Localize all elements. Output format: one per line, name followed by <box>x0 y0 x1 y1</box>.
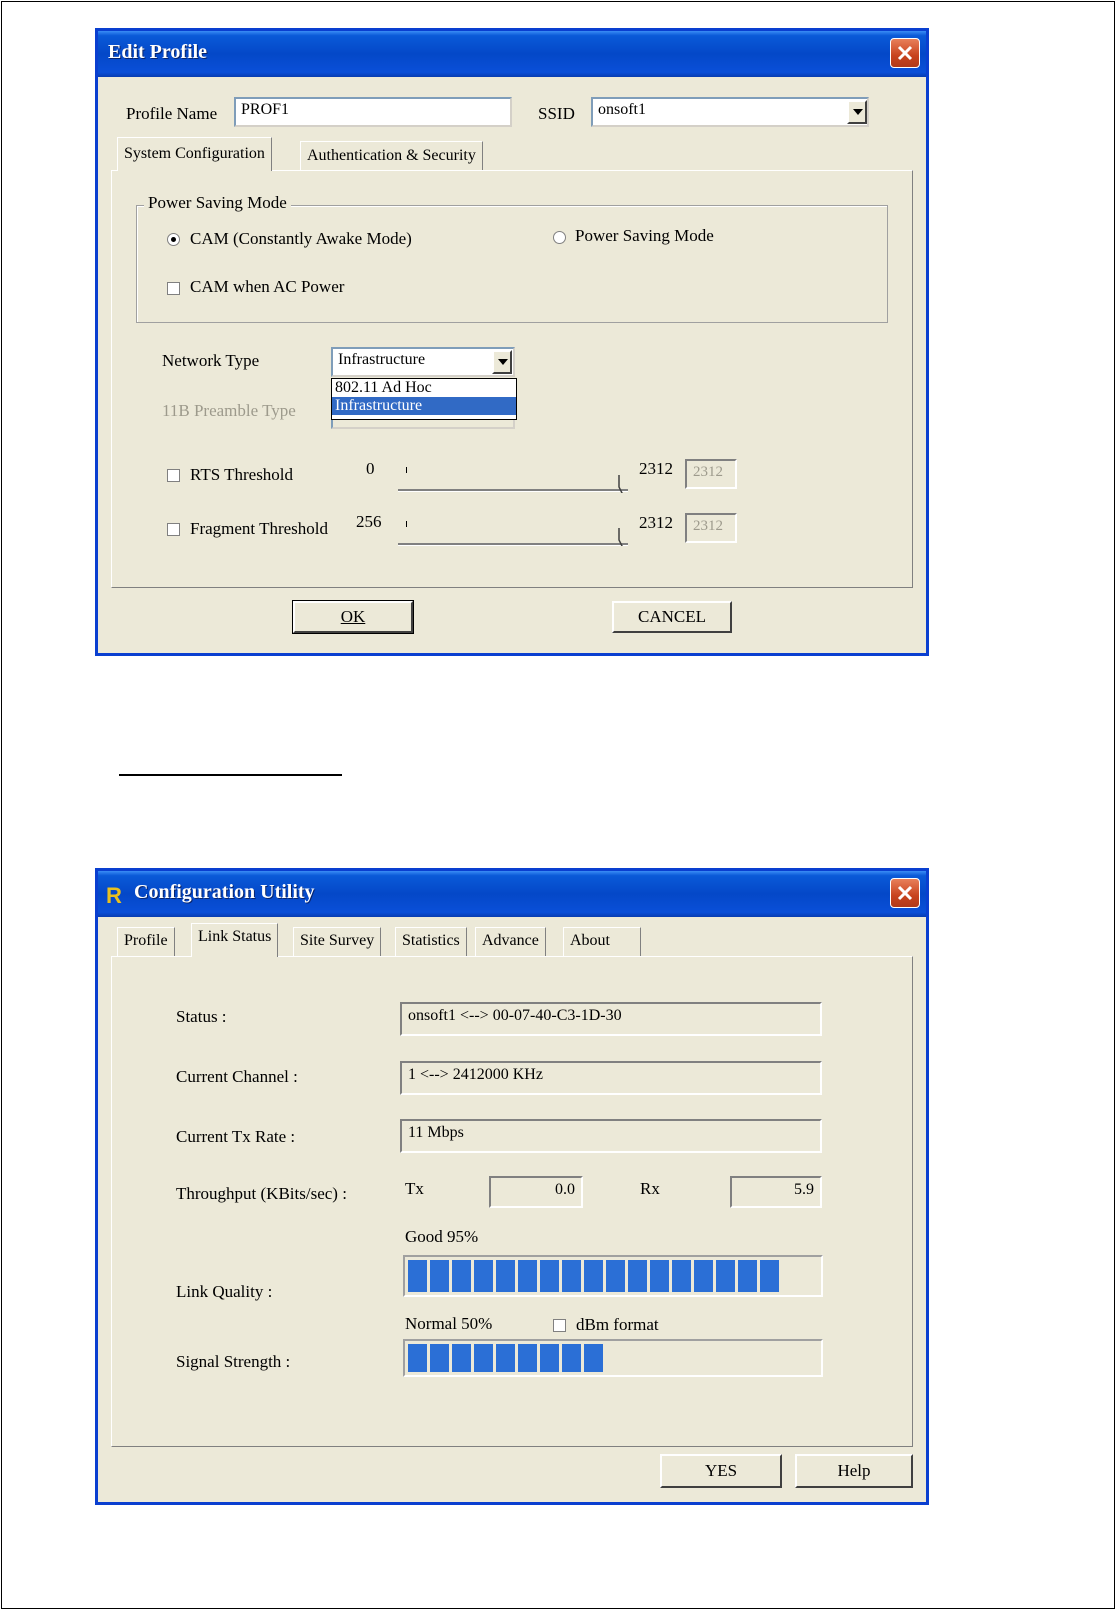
signal-strength-segment <box>584 1344 603 1372</box>
link-quality-segment <box>650 1260 669 1292</box>
throughput-label: Throughput (KBits/sec) : <box>176 1184 347 1203</box>
fragment-threshold-label[interactable]: Fragment Threshold <box>190 519 329 538</box>
profile-name-label: Profile Name <box>126 104 218 123</box>
signal-strength-text: Normal 50% <box>405 1314 493 1333</box>
window-title: Configuration Utility <box>134 881 315 903</box>
help-button[interactable]: Help <box>795 1454 913 1488</box>
tab-advance[interactable] <box>475 927 546 957</box>
link-quality-segment <box>540 1260 559 1292</box>
tab-label: Statistics <box>402 932 460 949</box>
title-bar[interactable] <box>98 31 926 77</box>
rts-threshold-label[interactable]: RTS Threshold <box>190 465 294 484</box>
power-saving-group <box>136 205 888 323</box>
fragment-threshold-checkbox[interactable] <box>167 523 180 536</box>
link-quality-segment <box>606 1260 625 1292</box>
power-saving-group-title: Power Saving Mode <box>144 193 291 213</box>
tab-authentication-security[interactable] <box>300 141 483 171</box>
current-tx-rate-value: 11 Mbps <box>400 1119 822 1153</box>
yes-button[interactable]: YES <box>660 1454 782 1488</box>
app-logo-icon: R <box>106 883 122 908</box>
ssid-select[interactable]: onsoft1 <box>591 97 869 127</box>
fragment-slider-track[interactable] <box>398 543 628 546</box>
rts-threshold-checkbox[interactable] <box>167 469 180 482</box>
tab-statistics[interactable] <box>395 927 467 957</box>
ok-button[interactable]: OK <box>293 601 413 633</box>
rts-slider-track[interactable] <box>398 489 628 492</box>
tab-site-survey[interactable] <box>293 927 381 957</box>
link-quality-segment <box>628 1260 647 1292</box>
link-quality-text: Good 95% <box>405 1227 479 1246</box>
link-quality-segment <box>518 1260 537 1292</box>
tab-system-configuration[interactable] <box>117 137 272 171</box>
signal-strength-segment <box>408 1344 427 1372</box>
signal-strength-segment <box>562 1344 581 1372</box>
power-saving-label[interactable]: Power Saving Mode <box>575 226 714 245</box>
current-channel-label: Current Channel : <box>176 1067 298 1086</box>
close-button[interactable] <box>890 878 920 908</box>
signal-strength-segment <box>496 1344 515 1372</box>
edit-profile-window <box>95 28 929 656</box>
rts-slider-tick <box>406 467 407 473</box>
signal-strength-segment <box>474 1344 493 1372</box>
network-type-dropdown-list[interactable] <box>331 378 517 420</box>
close-icon <box>897 885 913 901</box>
network-type-label: Network Type <box>162 351 260 370</box>
network-type-select[interactable]: Infrastructure <box>331 347 515 377</box>
ssid-label: SSID <box>538 104 575 123</box>
section-heading-underline <box>119 774 342 776</box>
signal-strength-segment <box>540 1344 559 1372</box>
link-quality-segment <box>694 1260 713 1292</box>
link-quality-segment <box>672 1260 691 1292</box>
window-title: Edit Profile <box>108 41 208 63</box>
tab-about[interactable] <box>563 927 641 957</box>
fragment-min-label: 256 <box>356 512 382 531</box>
option-infrastructure[interactable]: Infrastructure <box>332 397 516 415</box>
power-saving-radio[interactable] <box>553 231 566 244</box>
cam-ac-power-checkbox[interactable] <box>167 282 180 295</box>
profile-name-input[interactable]: PROF1 <box>234 97 512 127</box>
tab-label: About <box>570 932 610 949</box>
current-channel-value: 1 <--> 2412000 KHz <box>400 1061 822 1095</box>
radio-dot <box>171 237 176 242</box>
tab-label: Profile <box>124 932 168 949</box>
signal-strength-segment <box>452 1344 471 1372</box>
cam-radio[interactable] <box>167 233 180 246</box>
status-label: Status : <box>176 1007 227 1026</box>
fragment-slider-thumb[interactable] <box>617 526 627 546</box>
status-value: onsoft1 <--> 00-07-40-C3-1D-30 <box>400 1002 822 1036</box>
link-quality-segment <box>716 1260 735 1292</box>
dbm-format-label[interactable]: dBm format <box>576 1315 659 1334</box>
fragment-slider-tick <box>406 521 407 527</box>
rts-slider-thumb[interactable] <box>617 473 627 493</box>
link-quality-segment <box>738 1260 757 1292</box>
network-type-dropdown-arrow[interactable] <box>492 350 512 374</box>
rts-value-field: 2312 <box>685 459 737 489</box>
signal-strength-segment <box>430 1344 449 1372</box>
tx-value: 0.0 <box>489 1176 583 1208</box>
link-quality-segment <box>584 1260 603 1292</box>
tx-label: Tx <box>405 1179 424 1198</box>
link-quality-bar <box>403 1255 823 1297</box>
tab-profile[interactable] <box>117 927 175 957</box>
tab-label: Link Status <box>198 928 272 945</box>
dbm-format-checkbox[interactable] <box>553 1319 566 1332</box>
ssid-dropdown-arrow[interactable] <box>847 100 867 124</box>
link-quality-segment <box>760 1260 779 1292</box>
cam-ac-power-label[interactable]: CAM when AC Power <box>190 277 345 296</box>
rts-min-label: 0 <box>366 459 375 478</box>
cam-label[interactable]: CAM (Constantly Awake Mode) <box>190 229 412 248</box>
signal-strength-segment <box>518 1344 537 1372</box>
rts-max-label: 2312 <box>639 459 673 478</box>
tab-link-status[interactable] <box>191 923 278 957</box>
fragment-max-label: 2312 <box>639 513 673 532</box>
link-quality-segment <box>496 1260 515 1292</box>
option-ad-hoc[interactable]: 802.11 Ad Hoc <box>335 379 432 396</box>
tab-label: Authentication & Security <box>307 147 476 164</box>
signal-strength-label: Signal Strength : <box>176 1352 291 1371</box>
fragment-value-field: 2312 <box>685 513 737 543</box>
configuration-utility-window <box>95 868 929 1505</box>
link-quality-segment <box>474 1260 493 1292</box>
title-bar[interactable] <box>98 871 926 917</box>
cancel-button[interactable]: CANCEL <box>612 601 732 633</box>
close-button[interactable] <box>890 38 920 68</box>
signal-strength-bar <box>403 1339 823 1377</box>
preamble-type-label: 11B Preamble Type <box>162 401 296 420</box>
rx-value: 5.9 <box>730 1176 822 1208</box>
link-quality-segment <box>562 1260 581 1292</box>
link-quality-segment <box>452 1260 471 1292</box>
tab-label: System Configuration <box>124 145 265 162</box>
current-tx-rate-label: Current Tx Rate : <box>176 1127 296 1146</box>
close-icon <box>897 45 913 61</box>
rx-label: Rx <box>640 1179 660 1198</box>
link-quality-label: Link Quality : <box>176 1282 273 1301</box>
tab-label: Site Survey <box>300 932 375 949</box>
link-quality-segment <box>430 1260 449 1292</box>
link-quality-segment <box>408 1260 427 1292</box>
tab-label: Advance <box>482 932 539 949</box>
